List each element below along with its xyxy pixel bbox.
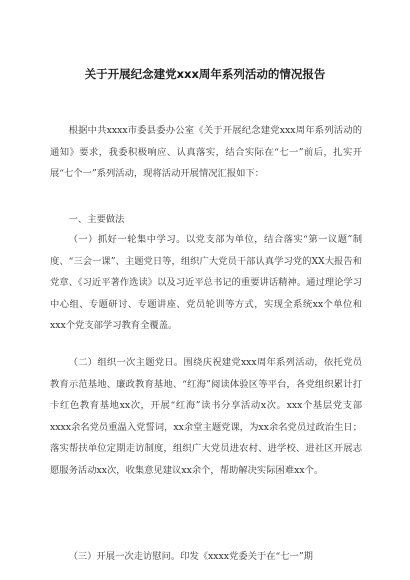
intro-paragraph: 根据中共xxxx市委县委办公室《关于开展纪念建党xxx周年系列活动的通知》要求，我委积极响应、认真落实，结合实际在“七一”前后，扎实开展“七个一”系列活动，现将活动开展情况汇报如下： — [50, 125, 362, 179]
paragraph-party-day: （二）组织一次主题党日。围绕庆祝建党xxx周年系列活动，依托党员教育示范基地、廉政教育基地、“红海”阅读体验区等平台，各党组织累计打卡红色教育基地xx次，开展“红海”读书分享活动x次。xxx个基层党支部xxxx余名党员重温入党誓词，xx余堂主题党课，为xx余名党员过政治生日；落实帮扶单位定期走访制度，组织广大党员进农村、进学校、进社区开展志愿服务活动xx次，收集意见建议xx余个，帮助解决实际困难xx个。 — [50, 357, 362, 476]
section-heading: 一、主要做法 — [68, 214, 125, 225]
paragraph-study: （一）抓好一轮集中学习。以党支部为单位，结合落实“第一议题”制度、“三会一课”、主题党日等，组织广大党员干部认真学习党的XX大报告和党章、《习近平著作选读》以及习近平总书记的重要讲话精神。通过理论学习中心组、专题研讨、专题讲座、党员轮训等方式，实现全系统xx个单位和xxx个党支部学习教育全覆盖。 — [50, 234, 362, 331]
document-title: 关于开展纪念建党xxx周年系列活动的情况报告 — [84, 67, 326, 81]
paragraph-visit: （三）开展一次走访慰问。印发《xxxx党委关于在“七一”期 — [68, 551, 313, 562]
